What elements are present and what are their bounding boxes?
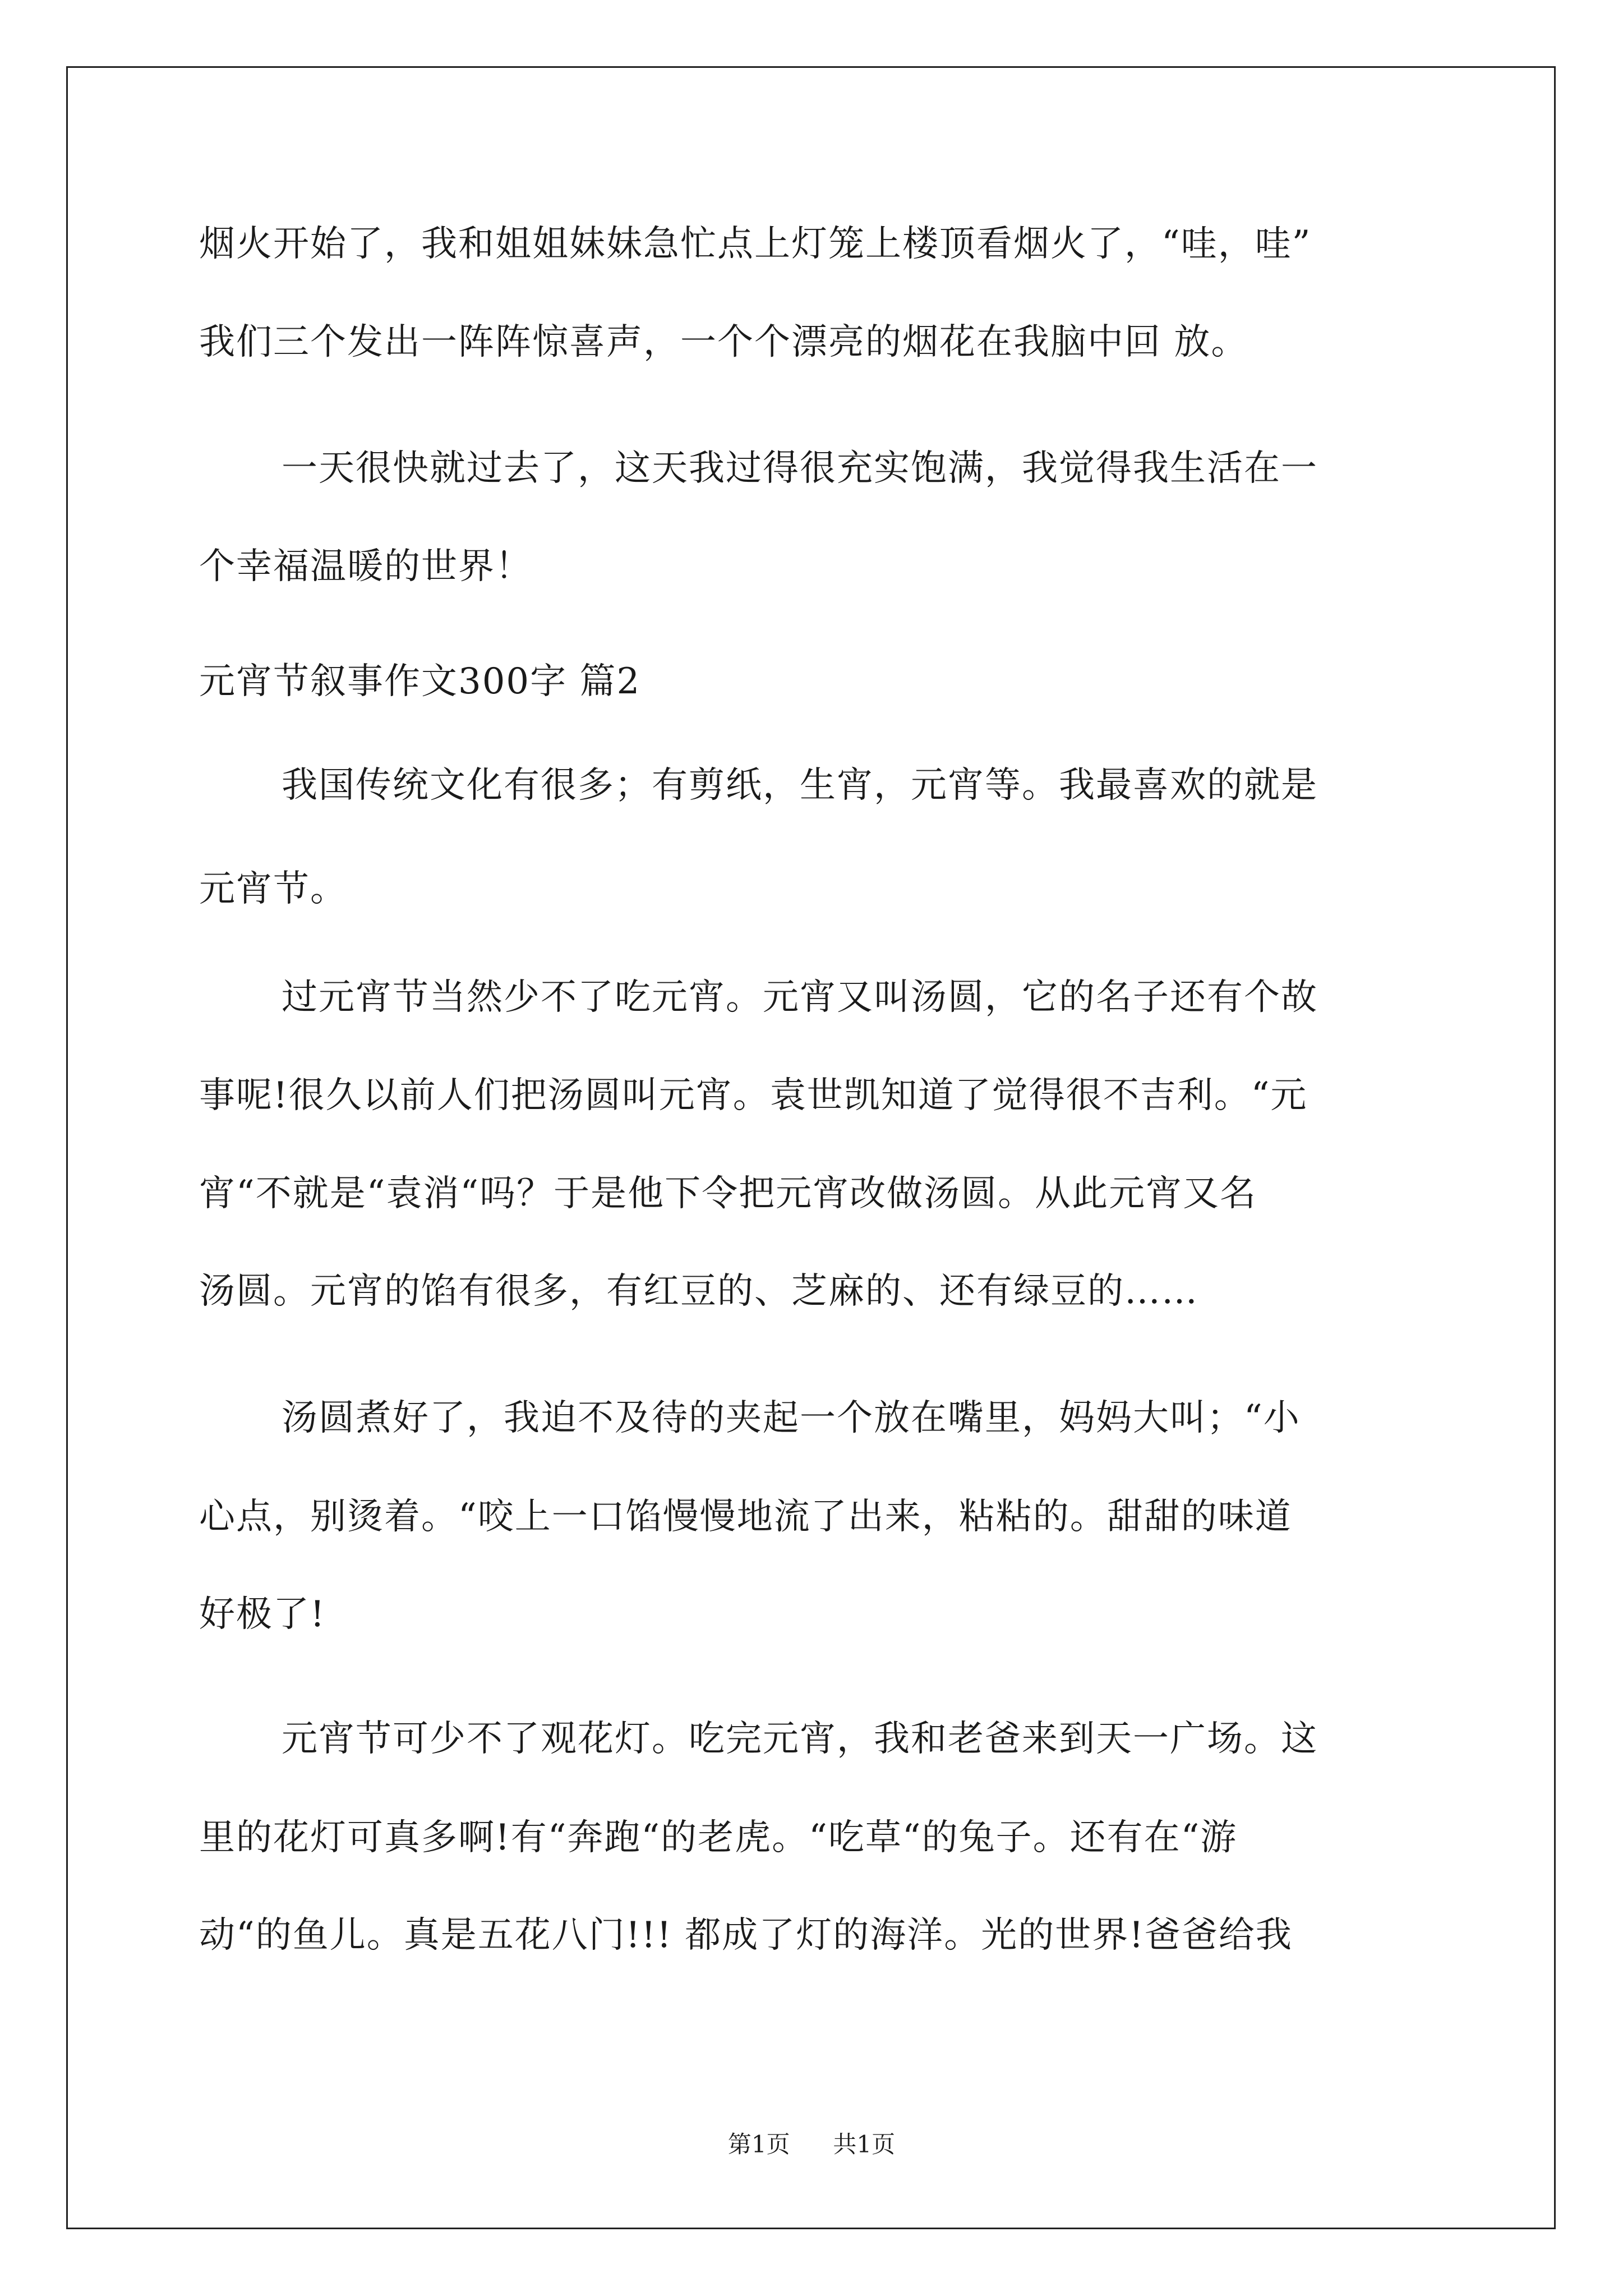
- paragraph-line: 动“的鱼儿。真是五花八门!!! 都成了灯的海洋。光的世界!爸爸给我: [199, 1915, 1293, 1956]
- page-number: 第1页: [727, 2131, 790, 2158]
- paragraph-line: 宵“不就是“袁消“吗？于是他下令把元宵改做汤圆。从此元宵又名: [199, 1173, 1257, 1214]
- page-border: [66, 66, 1556, 2229]
- paragraph-line: 汤圆。元宵的馅有很多，有红豆的、芝麻的、还有绿豆的……: [199, 1271, 1198, 1312]
- paragraph-line: 我国传统文化有很多；有剪纸，生宵，元宵等。我最喜欢的就是: [282, 765, 1318, 806]
- paragraph-line: 一天很快就过去了，这天我过得很充实饱满，我觉得我生活在一: [282, 448, 1318, 489]
- paragraph-line: 里的花灯可真多啊!有“奔跑“的老虎。“吃草“的兔子。还有在“游: [199, 1817, 1238, 1858]
- paragraph-line: 元宵节可少不了观花灯。吃完元宵，我和老爸来到天一广场。这: [282, 1718, 1318, 1760]
- paragraph-line: 元宵节。: [199, 868, 347, 910]
- page-total: 共1页: [833, 2131, 896, 2158]
- paragraph-line: 好极了!: [199, 1594, 326, 1635]
- paragraph-line: 我们三个发出一阵阵惊喜声，一个个漂亮的烟花在我脑中回 放。: [199, 321, 1248, 363]
- page-footer: [0, 2131, 1623, 2159]
- paragraph-line: 个幸福温暖的世界！: [199, 546, 532, 587]
- section-heading: 元宵节叙事作文300字 篇2: [199, 661, 641, 702]
- paragraph-line: 烟火开始了，我和姐姐妹妹急忙点上灯笼上楼顶看烟火了，“哇，哇”: [199, 223, 1312, 265]
- paragraph-line: 事呢!很久以前人们把汤圆叫元宵。袁世凯知道了觉得很不吉利。“元: [199, 1075, 1308, 1116]
- paragraph-line: 心点，别烫着。“咬上一口馅慢慢地流了出来，粘粘的。甜甜的味道: [199, 1496, 1292, 1538]
- paragraph-line: 汤圆煮好了，我迫不及待的夹起一个放在嘴里，妈妈大叫；“小: [282, 1397, 1301, 1439]
- paragraph-line: 过元宵节当然少不了吃元宵。元宵又叫汤圆，它的名子还有个故: [282, 977, 1318, 1018]
